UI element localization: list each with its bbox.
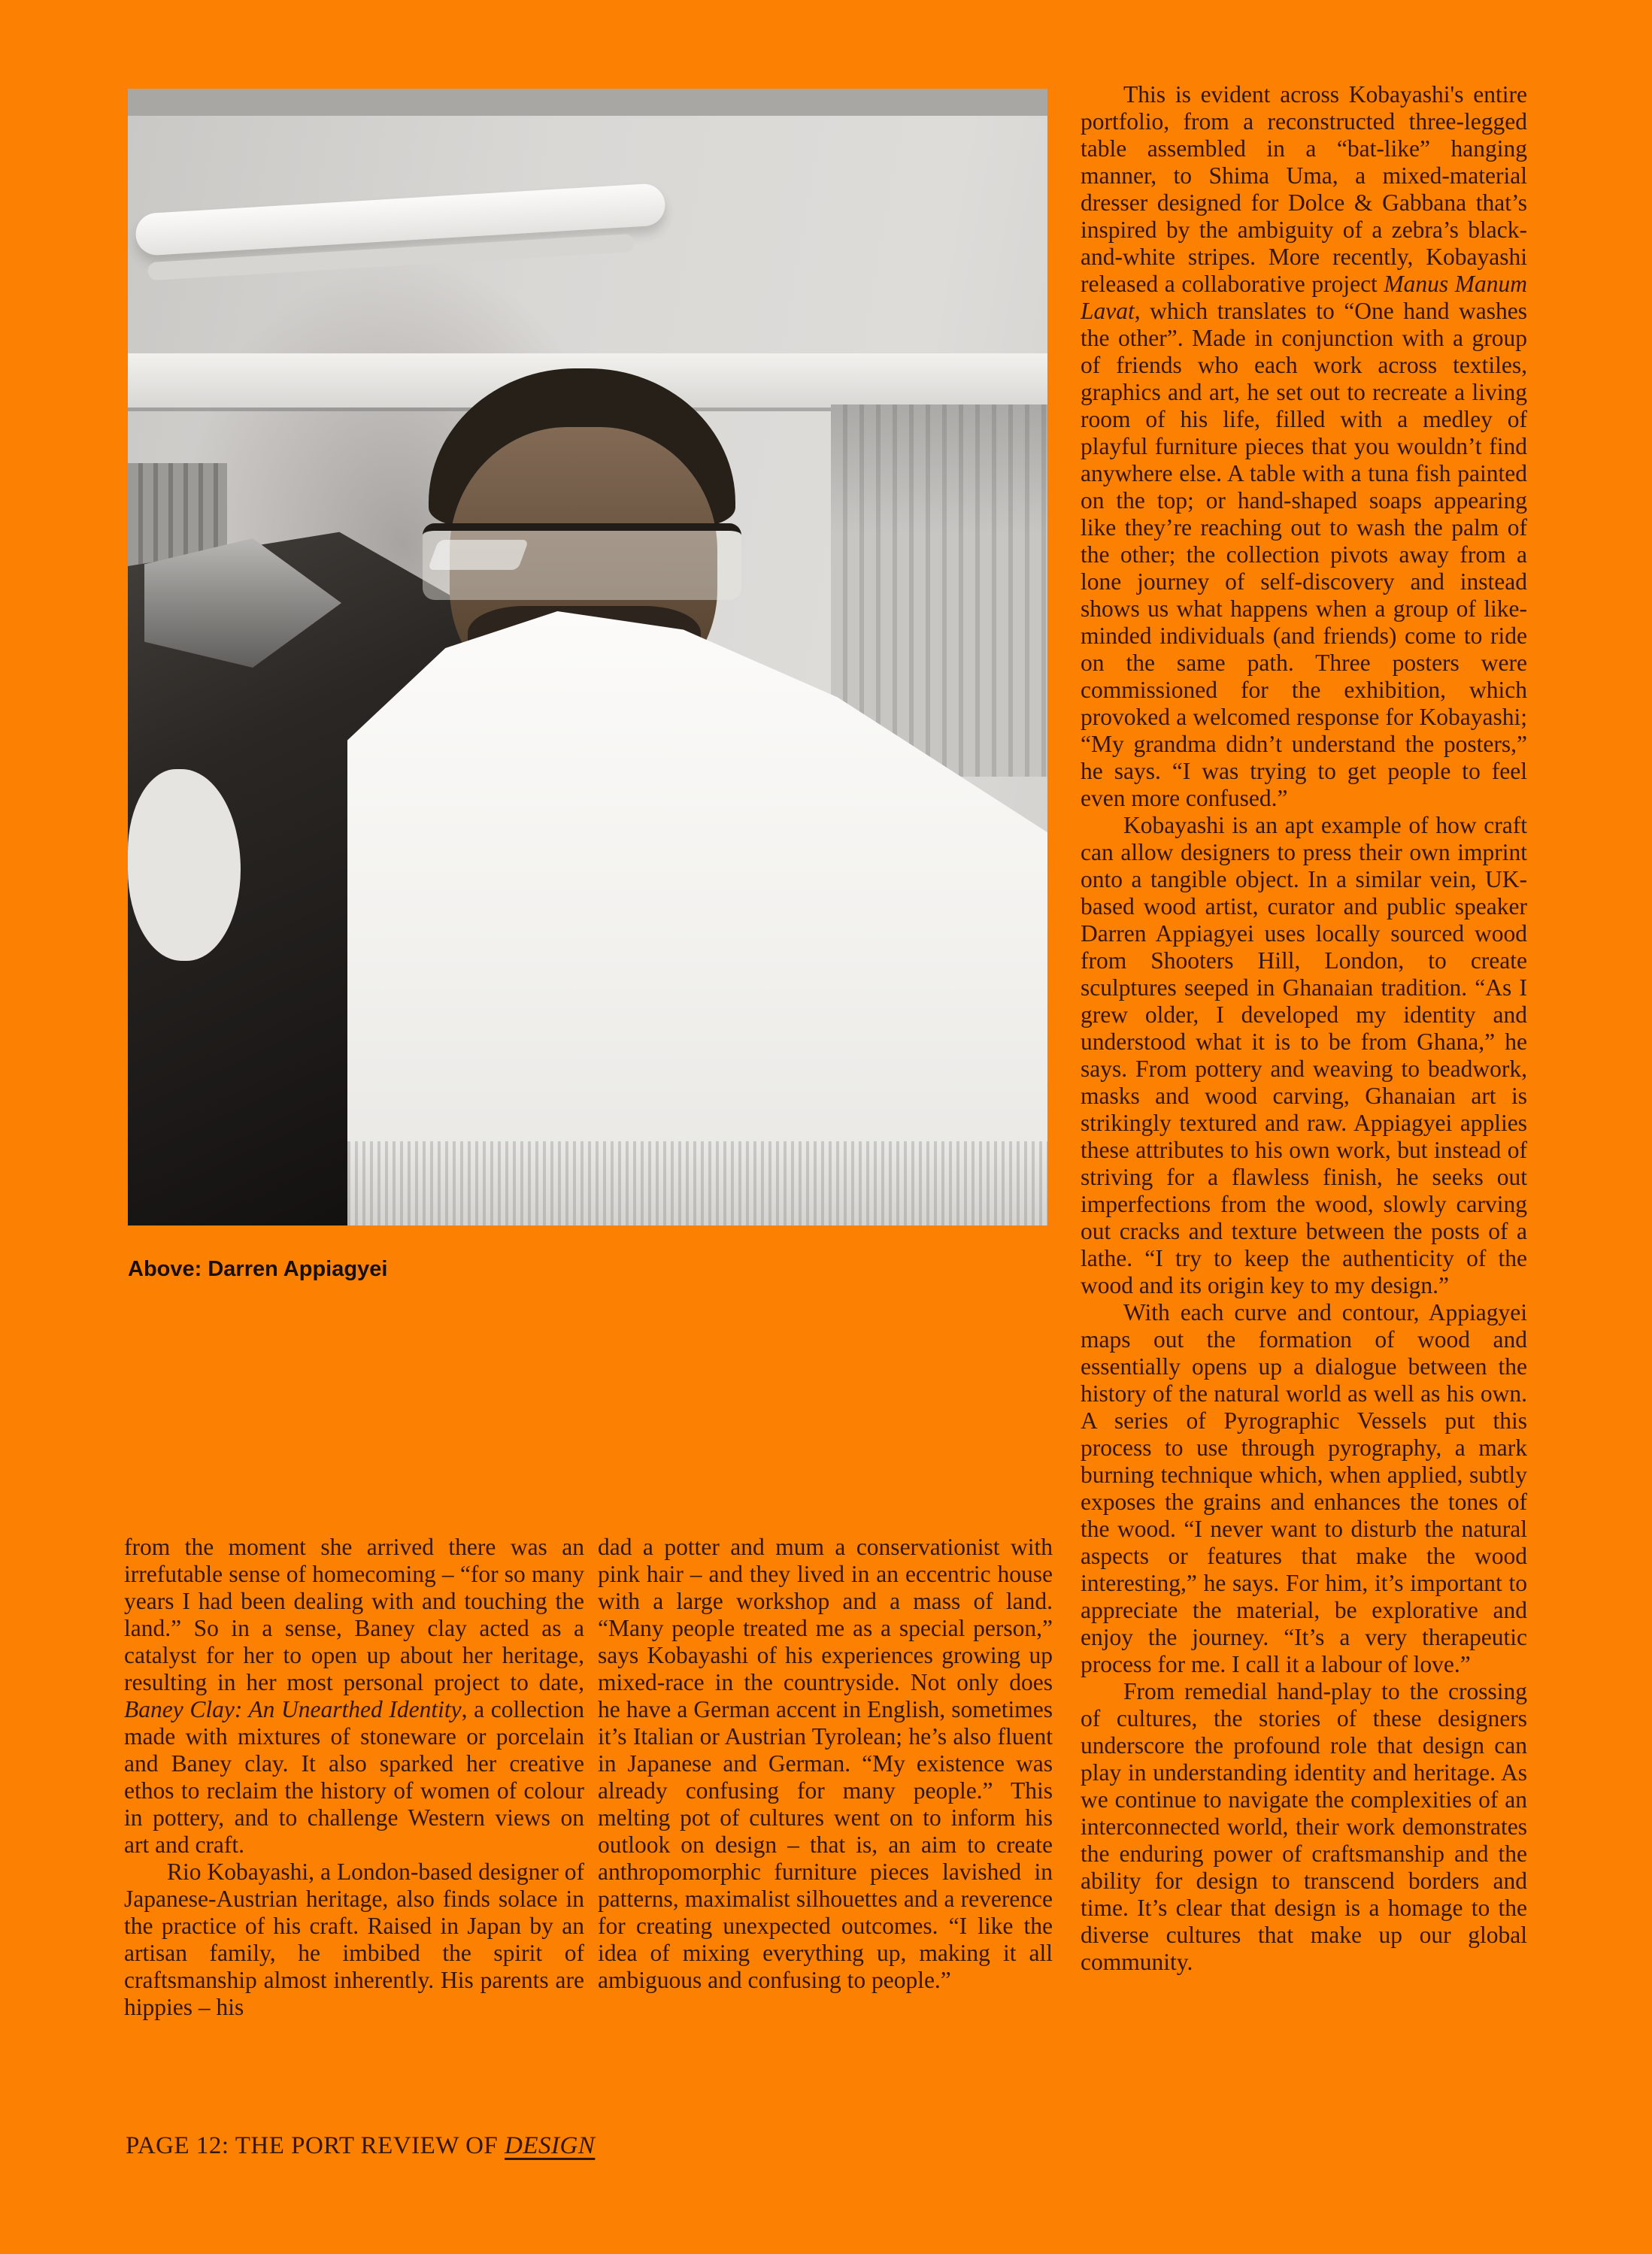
photo-cylinder-fringe-texture	[347, 1141, 1047, 1225]
paragraph: With each curve and contour, Appiagyei maps out the formation of wood and essentially opens up a dialogue between the history of the natural world as well as his own. A series of Pyrographic Vessels put this process to use through pyrography, a mark burning technique which, when applied, subtly exposes the grains and enhances the tones of the wood. “I never want to disturb the natural aspects or features that make the wood interesting,” he says. For him, it’s important to appreciate the material, be explorative and enjoy the journey. “It’s a very therapeutic process for me. I call it a labour of love.”	[1081, 1299, 1527, 1677]
paragraph-run-italic: Manus Manum Lavat	[1081, 271, 1527, 324]
paragraph	[1081, 81, 1527, 812]
article-column-middle	[598, 1534, 1053, 2090]
paragraph: From remedial hand-play to the crossing of cultures, the stories of these designers underscore the profound role that design can play in understanding identity and heritage. As we continue to navigate the complexities of an interconnected world, their work demonstrates the enduring power of craftsmanship and the ability for design to transcend borders and time. It’s clear that design is a homage to the diverse cultures that make up our global community.	[1081, 1678, 1527, 1975]
paragraph-run: This is evident across Kobayashi's entire portfolio, from a reconstructed three-legged table assembled in a “bat-like” hanging manner, to Shima Uma, a mixed-material dresser designed for Dolce & Gabbana that’s inspired by the ambiguity of a zebra’s black-and-white stripes. More recently, Kobayashi released a collaborative project	[1081, 81, 1527, 297]
footer-magazine-title: DESIGN	[505, 2132, 596, 2159]
photo-safety-goggles	[423, 523, 741, 600]
paragraph-run: , which translates to “One hand washes the other”. Made in conjunction with a group of friends who each work across textiles, graphics and art, he set out to recreate a living room of his life, filled with a medley of playful furniture pieces that you wouldn’t find anywhere else. A table with a tuna fish painted on the top; or hand-shaped soaps appearing like they’re reaching out to wash the palm of the other; the collection pivots away from a lone journey of self-discovery and instead shows us what happens when a group of like-minded individuals (and friends) come to ride on the same path. Three posters were commissioned for the exhibition, which provoked a welcomed response for Kobayashi; “My grandma didn’t understand the posters,” he says. “I was trying to get people to feel even more confused.”	[1081, 298, 1527, 811]
page-footer	[126, 2132, 595, 2160]
paragraph	[124, 1534, 584, 1859]
paragraph: Rio Kobayashi, a London-based designer of Japanese-Austrian heritage, also finds solace in the practice of his craft. Raised in Japan by an artisan family, he imbibed the spirit of craftsmanship almost inherently. His parents are hippies – his	[124, 1859, 584, 2020]
paragraph: Kobayashi is an apt example of how craft can allow designers to press their own imprint onto a tangible object. In a similar vein, UK-based wood artist, curator and public speaker Darren Appiagyei uses locally sourced wood from Shooters Hill, London, to create sculptures seeped in Ghanaian tradition. “As I grew older, I developed my identity and understood what it is to be from Ghana,” he says. From pottery and weaving to beadwork, masks and wood carving, Ghanaian art is strikingly textured and raw. Appiagyei applies these attributes to his own work, but instead of striving for a flawless finish, he seeks out imperfections from the wood, slowly carving out cracks and texture between the posts of a lathe. “I try to keep the authenticity of the wood and its origin key to my design.”	[1081, 812, 1527, 1298]
photo-caption: Above: Darren Appiagyei	[128, 1257, 388, 1281]
photo-darren-appiagyei	[128, 89, 1047, 1225]
article-column-left	[124, 1534, 584, 2090]
paragraph-run: from the moment she arrived there was an irrefutable sense of homecoming – “for so many years I had been dealing with and touching the land.” So in a sense, Baney clay acted as a catalyst for her to open up about her heritage, resulting in her most personal project to date,	[124, 1534, 584, 1695]
footer-text: PAGE 12: THE PORT REVIEW OF	[126, 2132, 505, 2159]
paragraph-run-italic: Baney Clay: An Unearthed Identity	[124, 1696, 462, 1722]
paragraph-run: , a collection made with mixtures of stoneware or porcelain and Baney clay. It also sparked her creative ethos to reclaim the history of women of colour in pottery, and to challenge Western views on art and craft.	[124, 1696, 584, 1858]
article-column-right	[1081, 81, 1527, 2059]
photo-ceiling-strip	[128, 89, 1047, 116]
paragraph: dad a potter and mum a conservationist with pink hair – and they lived in an eccentric house with a large workshop and a mass of land. “Many people treated me as a special person,” says Kobayashi of his experiences growing up mixed-race in the countryside. Not only does he have a German accent in English, sometimes it’s Italian or Austrian Tyrolean; he’s also fluent in Japanese and German. “My existence was already confusing for many people.” This melting pot of cultures went on to inform his outlook on design – that is, an aim to create anthropomorphic furniture pieces lavished in patterns, maximalist silhouettes and a reverence for creating unexpected outcomes. “I like the idea of mixing everything up, making it all ambiguous and confusing to people.”	[598, 1534, 1053, 1993]
